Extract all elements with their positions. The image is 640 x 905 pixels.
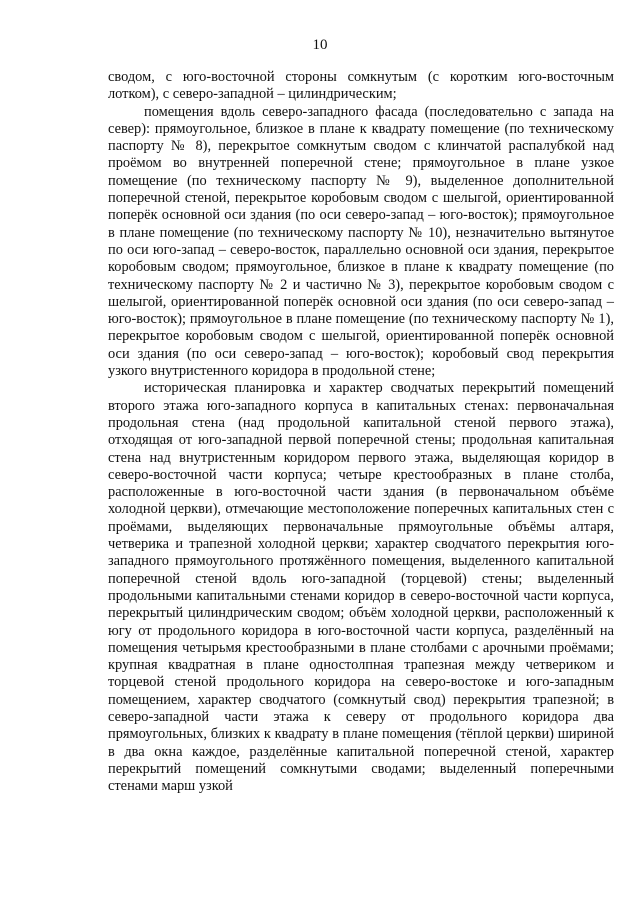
body-text: [108, 69, 614, 795]
paragraph-continuation: сводом, с юго-восточной стороны сомкнутым (с коротким юго-восточным лотком), с северо-западной – цилиндрическим;: [108, 69, 614, 103]
paragraph-northwest-facade-rooms: помещения вдоль северо-западного фасада (последовательно с запада на север): прямоугольное, близкое в плане к квадрату помещение (по техническому паспорту № 8), перекрытое сомкнутым сводом с клинчатой распалубкой над проёмом во внутренней поперечной стене; прямоугольное в плане узкое помещение (по техническому паспорту № 9), выделенное дополнительной поперечной стеной, перекрытое коробовым сводом с шелыгой, ориентированной поперёк основной оси здания (по оси северо-запад – юго-восток); прямоугольное в плане помещение (по техническому паспорту № 10), незначительно вытянутое по оси юго-запад – северо-восток, параллельно основной оси здания, перекрытое коробовым сводом; прямоугольное, близкое в плане к квадрату помещение (по техническому паспорту № 2 и частично № 3), перекрытое коробовым сводом с шелыгой, ориентированной поперёк основной оси здания (по оси северо-запад – юго-восток); прямоугольное в плане помещение (по техническому паспорту № 1), перекрытое коробовым сводом с шелыгой, ориентированной поперёк основной оси здания (по оси северо-запад – юго-восток); коробовый свод перекрытия узкого внутристенного коридора в продольной стене;: [108, 103, 614, 380]
paragraph-second-floor-layout: историческая планировка и характер сводчатых перекрытий помещений второго этажа юго-западного корпуса в капитальных стенах: первоначальная продольная стена (над продольной капитальной стеной первого этажа), отходящая от юго-западной первой поперечной стены; продольная капитальная стена над внутристенным коридором первого этажа, выделяющая коридор в северо-восточной части корпуса; четыре крестообразных в плане столба, расположенные в юго-восточной части здания (в первоначальном объёме холодной церкви), отмечающие местоположение поперечных капитальных стен с проёмами, выделяющих первоначальные прямоугольные объёмы алтаря, четверика и трапезной холодной церкви; характер сводчатого перекрытия юго-западного прямоугольного протяжённого помещения, выделенного капитальной поперечной стеной вдоль юго-западной (торцевой) стены; выделенный продольными капитальными стенами коридор в северо-восточной части корпуса, перекрытый цилиндрическим сводом; объём холодной церкви, расположенный к югу от продольного коридора в юго-восточной части корпуса, разделённый на помещения четырьмя крестообразными в плане столбами с арочными проёмами; крупная квадратная в плане одностолпная трапезная между четвериком и торцевой стеной продольного коридора на северо-востоке и юго-западным помещением, характер сводчатого (сомкнутый свод) перекрытия трапезной; в северо-западной части этажа к северу от продольного коридора два прямоугольных, близких к квадрату в плане помещения (тёплой церкви) шириной в два окна каждое, разделённые капитальной поперечной стеной, характер перекрытий помещений сомкнутыми сводами; выделенный поперечными стенами марш узкой: [108, 380, 614, 795]
page-number: 10: [312, 37, 328, 53]
